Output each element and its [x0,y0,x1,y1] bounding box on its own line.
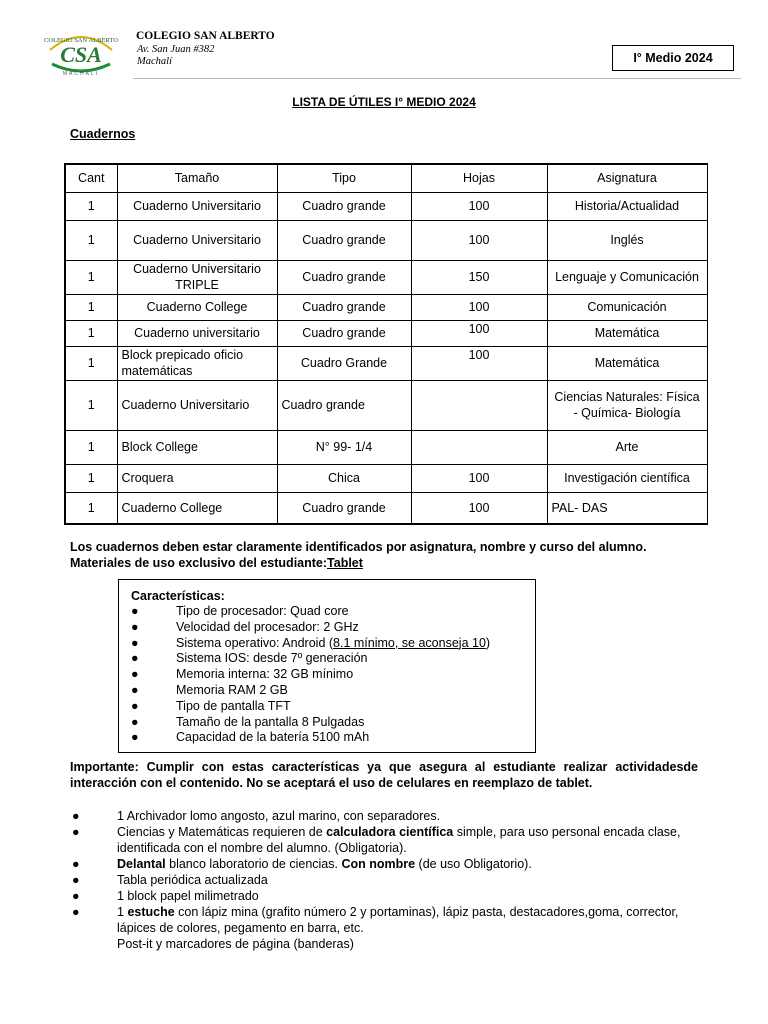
spec-text: Tipo de pantalla TFT [176,698,291,713]
item-bold: Delantal [117,857,166,871]
header-asignatura: Asignatura [547,164,707,192]
cell-cant: 1 [65,492,117,524]
cell-hojas [411,380,547,430]
item-text: simple, para uso personal encada clase, identificada con el nombre del alumno. (Obligatoria). [117,825,681,855]
notebooks-note: Los cuadernos deben estar claramente identificados por asignatura, nombre y curso del alumno. [70,540,647,554]
cell-hojas: 100 [411,464,547,492]
address-line: Av. San Juan #382 [137,44,215,55]
city-line: Machalí [137,56,172,67]
cell-asignatura: PAL- DAS [547,492,707,524]
spec-item [131,620,525,636]
item-text: Ciencias y Matemáticas requieren de [117,825,327,839]
spec-os-suffix: ) [485,635,491,650]
spec-os-version: 8.1 mínimo, se aconseja 10 [333,635,486,650]
logo-motto: MACHALI [62,71,100,76]
item-text: 1 [117,905,128,919]
item-text: Tabla periódica actualizada [117,873,268,887]
spec-os-prefix: Sistema operativo: Android ( [176,635,334,650]
item-bold: Con nombre [341,857,416,871]
spec-item [131,636,525,652]
bullet-icon: ● [131,682,139,697]
exclusive-materials-label: Materiales de uso exclusivo del estudiante: [70,556,328,570]
tablet-specs-box [118,579,536,753]
cell-asignatura: Arte [547,430,707,464]
item-text: con lápiz mina (grafito número 2 y portaminas), lápiz pasta, destacadores,goma, corrector, lápices de colores, pegamento en barra, etc. [117,905,679,935]
cell-tamano: Cuaderno Universitario [117,192,277,220]
table-row [65,192,707,220]
cell-tipo: Chica [277,464,411,492]
list-item [70,824,698,856]
table-row [65,380,707,430]
important-note: Importante: Cumplir con estas características ya que asegura al estudiante realizar actividadesde interacción con el contenido. No se aceptará el uso de celulares en reemplazo de tablet. [70,760,698,790]
item-text: blanco laboratorio de ciencias. [165,857,342,871]
table-row [65,320,707,346]
table-row [65,464,707,492]
cell-asignatura: Inglés [547,220,707,260]
cell-cant: 1 [65,220,117,260]
cell-hojas: 100 [411,346,547,380]
item-bold: calculadora científica [326,825,454,839]
table-row [65,430,707,464]
cell-hojas: 100 [411,492,547,524]
list-item [70,888,698,904]
cell-cant: 1 [65,346,117,380]
table-row [65,346,707,380]
cell-tamano: Cuaderno Universitario [117,220,277,260]
cell-tipo: Cuadro grande [277,492,411,524]
bullet-icon: ● [131,714,139,729]
bullet-icon: ● [72,889,80,903]
bullet-icon: ● [131,619,139,634]
cell-tamano: Block prepicado oficio matemáticas [117,346,277,380]
cell-tamano: Cuaderno Universitario [117,380,277,430]
extra-items-list [70,808,698,952]
header-tamano: Tamaño [117,164,277,192]
cell-asignatura: Lenguaje y Comunicación [547,260,707,294]
spec-text: Tipo de procesador: Quad core [176,604,349,618]
bullet-icon: ● [131,698,139,713]
cell-asignatura: Investigación científica [547,464,707,492]
cell-cant: 1 [65,464,117,492]
list-item [70,872,698,888]
cell-tamano: Croquera [117,464,277,492]
list-item [70,856,698,872]
bullet-icon: ● [131,651,139,666]
logo-letters: CSA [60,42,102,67]
table-row [65,220,707,260]
list-item [70,904,698,952]
cell-tipo: Cuadro grande [277,380,411,430]
cell-asignatura: Matemática [547,346,707,380]
cell-tipo: Cuadro grande [277,192,411,220]
item-text: (de uso Obligatorio). [415,857,532,871]
table-row [65,492,707,524]
spec-item [131,699,525,715]
cell-tamano: Block College [117,430,277,464]
cell-cant: 1 [65,430,117,464]
school-address [137,44,214,68]
bullet-icon: ● [72,809,80,823]
cell-hojas: 150 [411,260,547,294]
bullet-icon: ● [131,730,139,745]
header-divider [133,78,741,79]
cell-asignatura: Comunicación [547,294,707,320]
spec-item [131,651,525,667]
cell-tamano: Cuaderno College [117,492,277,524]
spec-text: Velocidad del procesador: 2 GHz [176,619,359,634]
logo-arc-text: COLEGIO SAN ALBERTO [44,37,118,44]
page-title [0,95,768,109]
cell-hojas: 100 [411,220,547,260]
cell-hojas [411,430,547,464]
spec-text: Memoria RAM 2 GB [176,682,288,697]
header-tipo: Tipo [277,164,411,192]
bullet-icon: ● [72,857,80,871]
bullet-icon: ● [72,873,80,887]
cell-hojas: 100 [411,294,547,320]
cell-cant: 1 [65,380,117,430]
cell-asignatura: Matemática [547,320,707,346]
school-name: COLEGIO SAN ALBERTO [136,30,275,42]
spec-item [131,604,525,620]
table-header-row [65,164,707,192]
header-hojas: Hojas [411,164,547,192]
cell-tamano: Cuaderno College [117,294,277,320]
cell-hojas: 100 [411,192,547,220]
header-cant: Cant [65,164,117,192]
cell-cant: 1 [65,260,117,294]
cell-cant: 1 [65,294,117,320]
spec-text: Memoria interna: 32 GB mínimo [176,667,354,682]
cell-hojas: 100 [411,320,547,346]
tablet-label: Tablet [327,556,363,570]
table-row [65,260,707,294]
item-bold: estuche [127,905,175,919]
list-item [70,808,698,824]
spec-item [131,667,525,683]
section-title: Cuadernos [70,127,136,141]
bullet-icon: ● [131,604,139,618]
notebooks-table [64,163,708,525]
bullet-icon: ● [131,635,139,650]
cell-tamano: Cuaderno Universitario TRIPLE [117,260,277,294]
school-logo [44,28,118,76]
cell-cant: 1 [65,320,117,346]
cell-tipo: Cuadro grande [277,294,411,320]
cell-cant: 1 [65,192,117,220]
bullet-icon: ● [72,825,80,839]
bullet-icon: ● [131,667,139,682]
item-text: 1 block papel milimetrado [117,889,259,903]
item-text: 1 Archivador lomo angosto, azul marino, con separadores. [117,809,441,823]
spec-item [131,715,525,731]
spec-text: Sistema IOS: desde 7º generación [176,651,368,666]
page-title-text: LISTA DE ÚTILES I° MEDIO 2024 [292,95,476,109]
bullet-icon: ● [72,905,80,919]
item-text: Post-it y marcadores de página (banderas) [117,937,354,951]
specs-title: Características: [131,589,225,603]
cell-tipo: Cuadro grande [277,260,411,294]
cell-tipo: Cuadro grande [277,320,411,346]
spec-item [131,730,525,746]
table-row [65,294,707,320]
cell-tipo: Cuadro Grande [277,346,411,380]
cell-tipo: Cuadro grande [277,220,411,260]
cell-tamano: Cuaderno universitario [117,320,277,346]
spec-text: Tamaño de la pantalla 8 Pulgadas [176,714,365,729]
cell-tipo: N° 99- 1/4 [277,430,411,464]
spec-item [131,683,525,699]
cell-asignatura: Ciencias Naturales: Física - Química- Biología [547,380,707,430]
spec-text: Capacidad de la batería 5100 mAh [176,730,370,745]
exclusive-materials-note [70,555,363,571]
grade-box: I° Medio 2024 [612,45,734,71]
cell-asignatura: Historia/Actualidad [547,192,707,220]
